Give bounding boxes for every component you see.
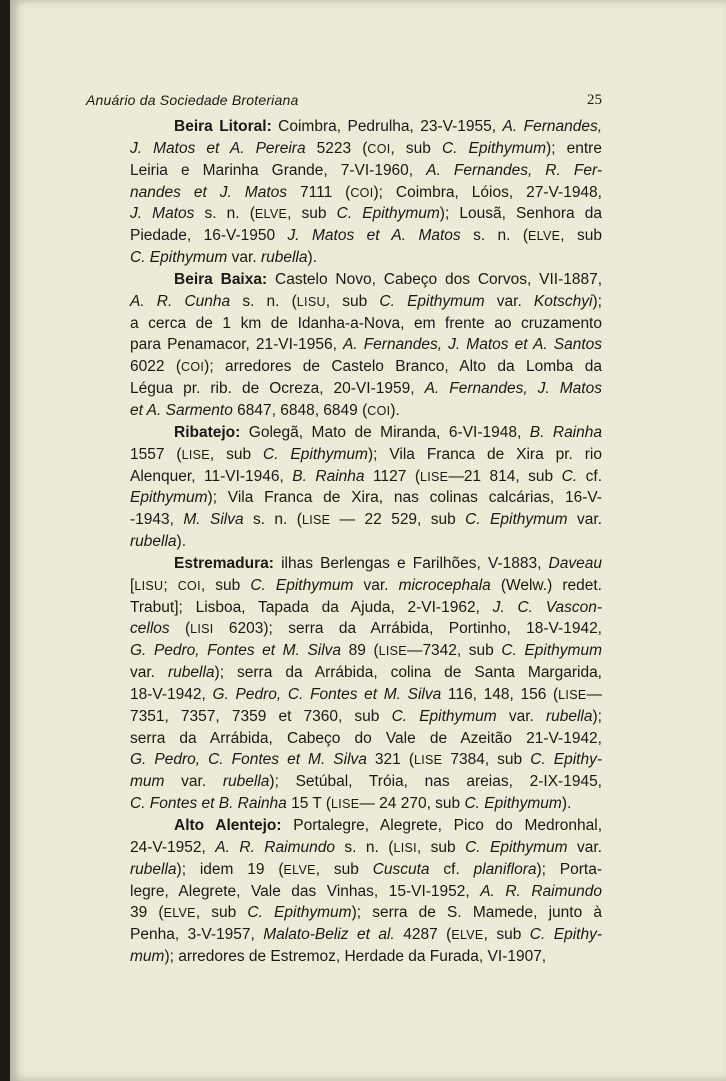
text-run: var. (484, 292, 534, 310)
text-run: var. (496, 707, 546, 725)
text-run: para Penamacor, 21-VI-1956, (130, 336, 343, 354)
herbarium-code: LISE (378, 644, 407, 659)
locality-paragraph (86, 269, 602, 422)
herbarium-code: LISE (301, 513, 331, 528)
text-line (86, 400, 602, 422)
region-heading: Estremadura: (174, 554, 274, 572)
italic-text: C. Epithymum (441, 139, 547, 157)
italic-text: C. Epithy- (529, 926, 602, 944)
italic-text: C. Epithymum (465, 838, 568, 856)
italic-text: Epithymum (130, 489, 208, 507)
text-line (86, 509, 602, 531)
herbarium-code: COI (367, 403, 391, 418)
text-run: 6022 ( (130, 358, 182, 376)
text-run: s. n. ( (243, 511, 302, 529)
text-run: ); idem 19 ( (176, 860, 284, 878)
region-heading: Ribatejo: (174, 423, 241, 441)
text-run: ; (163, 576, 178, 594)
herbarium-code: LISU (134, 578, 164, 593)
text-line (86, 706, 602, 728)
italic-text: rubella (130, 860, 177, 878)
italic-text: C. Fontes et B. Rainha (130, 795, 287, 813)
herbarium-code: ELVE (254, 207, 288, 222)
text-run: [ (130, 576, 135, 594)
herbarium-code: ELVE (283, 862, 316, 877)
text-run: Portalegre, Alegrete, Pico do Medronhal, (293, 817, 602, 834)
text-line (86, 531, 602, 553)
text-run: a cerca de 1 km de Idanha-a-Nova, em frente ao cruzamento (130, 314, 602, 332)
text-run: 18-V-1942, (130, 685, 213, 703)
text-run: s. n. ( (460, 227, 529, 245)
text-run: 89 ( (341, 642, 379, 660)
text-run: Leiria e Marinha Grande, 7-VI-1960, (130, 161, 427, 179)
text-run: s. n. ( (230, 292, 297, 310)
herbarium-code: LISE (558, 687, 587, 702)
herbarium-code: LISU (296, 294, 326, 309)
text-line (86, 924, 602, 946)
italic-text: planiflora (473, 860, 537, 878)
italic-text: J. Matos (130, 205, 195, 223)
text-run: ); Setúbal, Tróia, nas areias, 2-IX-1945, (269, 773, 602, 791)
text-line (86, 859, 602, 881)
text-run: legre, Alegrete, Vale das Vinhas, 15-VI-1952, (130, 882, 481, 900)
text-run: , sub (483, 926, 530, 944)
italic-text: cellos (130, 620, 170, 638)
text-line (86, 553, 602, 575)
italic-text: A. Fernandes, J. Matos et A. Santos (342, 336, 602, 354)
text-line (86, 466, 602, 488)
italic-text: G. Pedro, Fontes et M. Silva (130, 642, 342, 660)
text-run: ); arredores de Estremoz, Herdade da Furada, VI-1907, (164, 948, 547, 966)
herbarium-code: ELVE (163, 906, 196, 921)
italic-text: A. Fernandes, (502, 118, 603, 135)
herbarium-code: LISE (181, 447, 210, 462)
italic-text: C. (561, 467, 578, 485)
italic-text: rubella (130, 533, 177, 551)
text-run: 7351, 7357, 7359 et 7360, sub (130, 707, 392, 725)
text-run: , sub (200, 576, 251, 594)
italic-text: Kotschyi (533, 292, 593, 310)
text-run: , sub (390, 139, 442, 157)
italic-text: mum (130, 773, 165, 791)
text-line (86, 684, 602, 706)
herbarium-code: LISE (420, 469, 449, 484)
herbarium-code: COI (350, 185, 374, 200)
text-line (86, 618, 602, 640)
text-run: Penha, 3-V-1957, (130, 926, 264, 944)
italic-text: rubella (260, 249, 308, 267)
region-heading: Alto Alentejo: (174, 817, 282, 834)
text-run: , sub (416, 838, 466, 856)
text-line (86, 247, 602, 269)
text-run: ). (561, 795, 572, 813)
text-line (86, 749, 602, 771)
text-line (86, 815, 602, 837)
text-line (86, 116, 602, 138)
text-line (86, 946, 602, 968)
text-line (86, 640, 602, 662)
text-run: ); (592, 707, 602, 725)
text-run: , sub (195, 904, 248, 922)
text-run: ). (307, 249, 317, 267)
text-run: 24-V-1952, (130, 838, 216, 856)
herbarium-code: LISE (414, 753, 443, 768)
italic-text: C. Epithymum (250, 576, 354, 594)
text-run: var. (130, 664, 168, 682)
text-line (86, 225, 602, 247)
text-run: ilhas Berlengas e Farilhões, V-1883, (281, 554, 549, 572)
italic-text: nandes et J. Matos (130, 183, 288, 201)
region-heading: Beira Baixa: (174, 270, 268, 288)
locality-paragraph (86, 553, 602, 815)
text-line (86, 881, 602, 903)
italic-text: G. Pedro, C. Fontes et M. Silva (212, 685, 442, 703)
text-line (86, 356, 602, 378)
text-run: ). (390, 401, 400, 419)
journal-title: Anuário da Sociedade Broteriana (86, 92, 299, 108)
text-run: , sub (315, 860, 373, 878)
italic-text: A. R. Raimundo (480, 882, 602, 900)
italic-text: C. Epithymum (501, 642, 602, 660)
text-run: 15 T ( (286, 795, 332, 813)
text-run: ); serra de S. Mamede, junto à (351, 904, 602, 922)
italic-text: C. Epithymum (336, 205, 440, 223)
text-line (86, 422, 602, 444)
text-line (86, 334, 602, 356)
text-run: ); Coimbra, Lóios, 27-V-1948, (373, 183, 602, 201)
text-run: var. (567, 838, 602, 856)
text-run: (Welw.) redet. (490, 576, 602, 594)
italic-text: J. Matos et A. Matos (287, 227, 461, 245)
text-run: 4287 ( (394, 926, 452, 944)
text-run: var. (353, 576, 399, 594)
text-line (86, 597, 602, 619)
herbarium-code: LISE (331, 797, 360, 812)
text-run: — 24 270, sub (359, 795, 465, 813)
text-run: , sub (287, 205, 337, 223)
italic-text: J. Matos et A. Pereira (130, 139, 306, 157)
text-run: Coimbra, Pedrulha, 23-V-1955, (278, 118, 503, 135)
locality-paragraph (86, 422, 602, 553)
text-line (86, 793, 602, 815)
text-line (86, 771, 602, 793)
text-line (86, 837, 602, 859)
text-run: ). (176, 533, 186, 551)
text-run: 6847, 6848, 6849 ( (232, 401, 368, 419)
herbarium-code: COI (177, 578, 201, 593)
body-text (86, 116, 602, 968)
text-run: ); (592, 292, 602, 310)
italic-text: C. Epithymum (464, 795, 562, 813)
italic-text: C. Epithymum (247, 904, 352, 922)
text-line (86, 728, 602, 750)
region-heading: Beira Litoral: (174, 118, 272, 135)
text-run: Piedade, 16-V-1950 (130, 227, 288, 245)
text-run: var. (227, 249, 261, 267)
italic-text: M. Silva (183, 511, 244, 529)
text-run: Alenquer, 11-VI-1946, (130, 467, 293, 485)
text-line (86, 160, 602, 182)
text-run: ); Porta- (536, 860, 602, 878)
italic-text: G. Pedro, C. Fontes et M. Silva (130, 751, 367, 769)
text-line (86, 138, 602, 160)
text-run: 1127 ( (364, 467, 420, 485)
italic-text: rubella (222, 773, 270, 791)
italic-text: Daveau (548, 554, 602, 572)
text-run: , sub (325, 292, 380, 310)
herbarium-code: ELVE (451, 928, 484, 943)
italic-text: A. R. Raimundo (215, 838, 335, 856)
text-run: , sub (560, 227, 602, 245)
herbarium-code: LISI (190, 622, 214, 637)
text-run: 5223 ( (305, 139, 368, 157)
text-run: ); entre (546, 139, 602, 157)
italic-text: rubella (545, 707, 593, 725)
text-run: serra da Arrábida, Cabeço do Vale de Azeitão 21-V-1942, (130, 729, 602, 747)
italic-text: microcephala (398, 576, 491, 594)
italic-text: Malato-Beliz et al. (263, 926, 395, 944)
italic-text: C. Epithymum (263, 445, 368, 463)
italic-text: J. C. Vascon- (492, 598, 602, 616)
text-run: ); Vila Franca de Xira pr. rio (367, 445, 602, 463)
italic-text: B. Rainha (292, 467, 365, 485)
italic-text: C. Epithymum (130, 249, 228, 267)
text-run: s. n. ( (194, 205, 255, 223)
text-run: var. (567, 511, 602, 529)
italic-text: A. Fernandes, R. Fer- (426, 161, 602, 179)
text-run: —7342, sub (406, 642, 502, 660)
herbarium-code: COI (367, 141, 391, 156)
text-run: 7384, sub (442, 751, 531, 769)
text-run: cf. (577, 467, 602, 485)
text-run: -1943, (130, 511, 184, 529)
text-run: , sub (209, 445, 264, 463)
italic-text: C. Epithymum (465, 511, 568, 529)
text-run: cf. (429, 860, 474, 878)
text-line (86, 269, 602, 291)
text-line (86, 182, 602, 204)
text-run: 116, 148, 156 ( (441, 685, 559, 703)
text-run: Trabut]; Lisboa, Tapada da Ajuda, 2-VI-1962, (130, 598, 493, 616)
text-run: — 22 529, sub (330, 511, 466, 529)
text-line (86, 313, 602, 335)
italic-text: C. Epithy- (530, 751, 602, 769)
text-line (86, 444, 602, 466)
herbarium-code: ELVE (528, 229, 561, 244)
document-page (10, 0, 726, 1081)
text-line (86, 575, 602, 597)
text-run: ); Vila Franca de Xira, nas colinas calcárias, 16-V- (207, 489, 602, 507)
text-run: 6203); serra da Arrábida, Portinho, 18-V-1942, (213, 620, 602, 638)
italic-text: mum (130, 948, 165, 966)
italic-text: Cuscuta (372, 860, 430, 878)
italic-text: C. Epithymum (391, 707, 497, 725)
text-run: ); serra da Arrábida, colina de Santa Margarida, (214, 664, 602, 682)
italic-text: et A. Sarmento (130, 401, 233, 419)
locality-paragraph (86, 815, 602, 968)
italic-text: B. Rainha (529, 423, 602, 441)
text-run: ( (169, 620, 191, 638)
text-run: —21 814, sub (448, 467, 562, 485)
herbarium-code: COI (181, 360, 205, 375)
text-line (86, 662, 602, 684)
text-line (86, 902, 602, 924)
text-run: 321 ( (366, 751, 414, 769)
text-line (86, 487, 602, 509)
text-run: ); arredores de Castelo Branco, Alto da Lomba da (204, 358, 602, 376)
herbarium-code: LISI (393, 840, 417, 855)
text-run: 39 ( (130, 904, 164, 922)
italic-text: rubella (168, 664, 215, 682)
text-run: Castelo Novo, Cabeço dos Corvos, VII-1887, (275, 270, 603, 288)
text-line (86, 203, 602, 225)
text-line (86, 378, 602, 400)
italic-text: A. Fernandes, J. Matos (424, 380, 602, 398)
text-line (86, 291, 602, 313)
text-run: 7111 ( (287, 183, 351, 201)
text-run: Légua pr. rib. de Ocreza, 20-VI-1959, (130, 380, 425, 398)
text-run: s. n. ( (334, 838, 394, 856)
text-run: — (586, 685, 602, 703)
page-number: 25 (587, 92, 602, 108)
locality-paragraph (86, 116, 602, 269)
italic-text: C. Epithymum (379, 292, 485, 310)
running-header (86, 86, 602, 110)
text-run: var. (164, 773, 223, 791)
text-run: ); Lousã, Senhora da (439, 205, 602, 223)
italic-text: A. R. Cunha (130, 292, 231, 310)
text-run: 1557 ( (130, 445, 182, 463)
text-run: Golegã, Mato de Miranda, 6-VI-1948, (248, 423, 530, 441)
